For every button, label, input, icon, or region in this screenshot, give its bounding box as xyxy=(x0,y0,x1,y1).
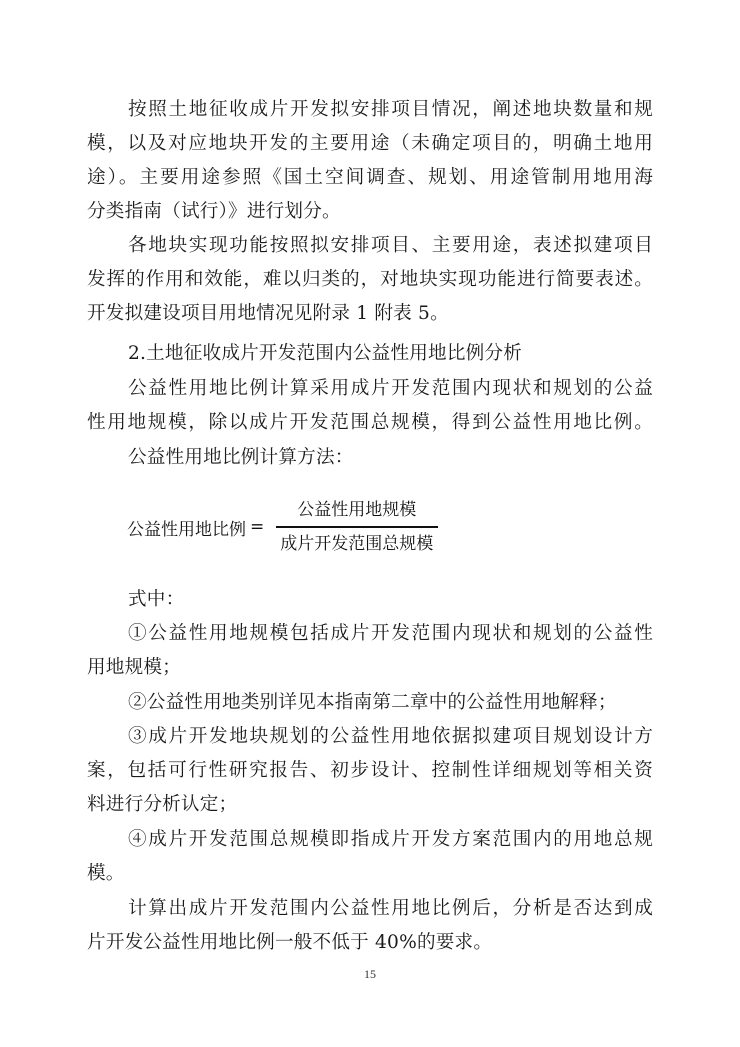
paragraph-line: 式中： xyxy=(128,589,185,610)
paragraph-line: 性用地规模，除以成片开发范围总规模，得到公益性用地比例。 xyxy=(87,412,653,433)
list-item-line: 模。 xyxy=(87,863,125,884)
formula-lhs: 公益性用地比例 xyxy=(127,519,246,540)
section-heading: 2.土地征收成片开发范围内公益性用地比例分析 xyxy=(128,343,523,364)
list-item-line: ②公益性用地类别详见本指南第二章中的公益性用地解释； xyxy=(128,692,617,713)
paragraph-line: 公益性用地比例计算采用成片开发范围内现状和规划的公益 xyxy=(128,378,653,399)
paragraph-line: 按照土地征收成片开发拟安排项目情况，阐述地块数量和规 xyxy=(128,99,653,120)
list-item-line: ④成片开发范围总规模即指成片开发方案范围内的用地总规 xyxy=(128,829,653,850)
formula-numerator: 公益性用地规模 xyxy=(297,500,417,521)
paragraph-line: 开发拟建设项目用地情况见附录 1 附表 5。 xyxy=(87,303,449,324)
list-item-line: 案，包括可行性研究报告、初步设计、控制性详细规划等相关资 xyxy=(87,760,653,781)
page-number: 15 xyxy=(364,967,376,981)
paragraph-line: 途）。主要用途参照《国土空间调查、规划、用途管制用地用海 xyxy=(87,167,653,188)
list-item-line: ③成片开发地块规划的公益性用地依据拟建项目规划设计方 xyxy=(128,726,653,747)
formula-fraction xyxy=(270,497,443,556)
paragraph-line: 公益性用地比例计算方法： xyxy=(128,447,354,468)
paragraph-line: 发挥的作用和效能，难以归类的，对地块实现功能进行简要表述。 xyxy=(87,269,653,290)
paragraph-line: 模，以及对应地块开发的主要用途（未确定项目的，明确土地用 xyxy=(87,133,653,154)
list-item-line: 料进行分析认定； xyxy=(87,794,238,815)
formula-denominator: 成片开发范围总规模 xyxy=(280,533,434,554)
paragraph-line: 计算出成片开发范围内公益性用地比例后，分析是否达到成 xyxy=(128,898,653,919)
fraction-bar xyxy=(276,526,438,527)
list-item-line: 用地规模； xyxy=(87,657,181,678)
paragraph-line: 片开发公益性用地比例一般不低于 40%的要求。 xyxy=(87,932,493,953)
paragraph-line: 各地块实现功能按照拟安排项目、主要用途，表述拟建项目 xyxy=(128,235,653,256)
list-item-line: ①公益性用地规模包括成片开发范围内现状和规划的公益性 xyxy=(128,623,653,644)
paragraph-line: 分类指南（试行）》进行划分。 xyxy=(87,201,341,222)
formula-equals: = xyxy=(250,517,265,537)
ratio-formula xyxy=(127,492,443,562)
